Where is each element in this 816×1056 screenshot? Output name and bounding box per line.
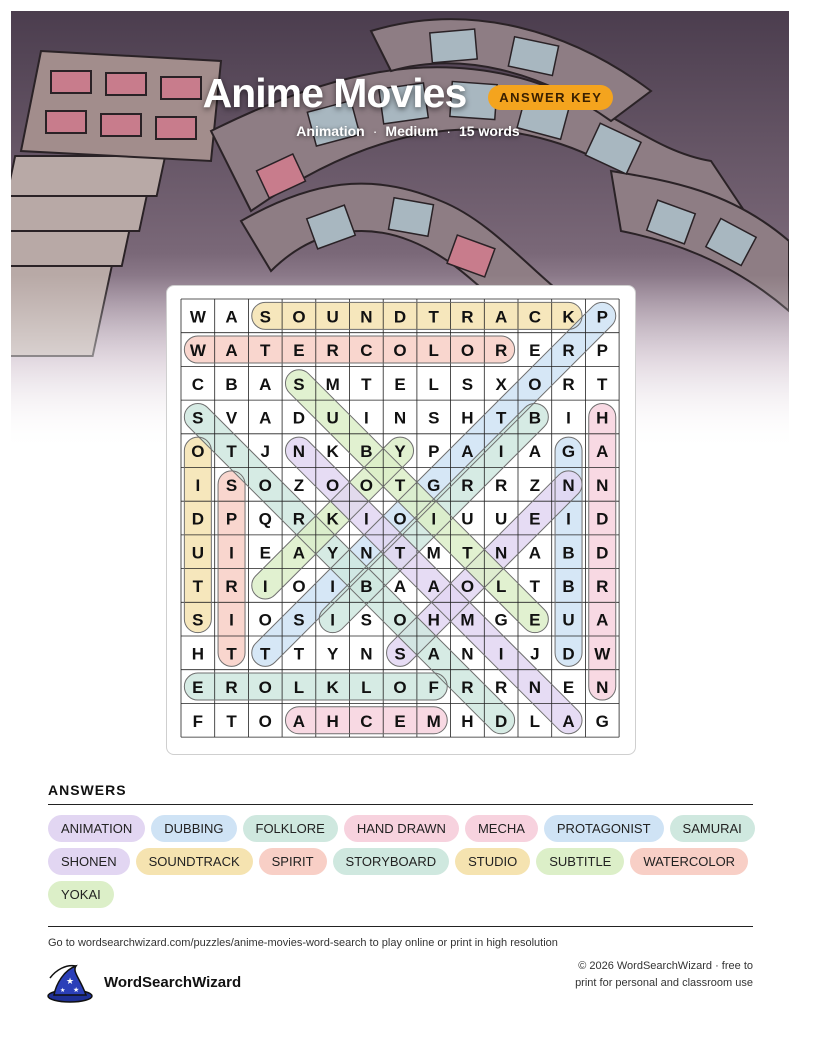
grid-letter: Y — [326, 644, 339, 664]
grid-letter: F — [192, 711, 204, 731]
grid-letter: R — [596, 576, 609, 596]
grid-letter: T — [361, 374, 372, 394]
grid-letter: T — [226, 442, 237, 462]
grid-letter: U — [191, 543, 204, 563]
grid-letter: L — [361, 678, 372, 698]
grid-letter: F — [428, 678, 439, 698]
grid-letter: D — [562, 644, 575, 664]
grid-letter: C — [360, 341, 373, 361]
grid-letter: O — [528, 374, 542, 394]
grid-letter: E — [529, 509, 541, 529]
footer-note: Go to wordsearchwizard.com/puzzles/anime-movies-word-search to play online or print in high resolution — [48, 937, 558, 949]
grid-letter: C — [528, 307, 541, 327]
grid-letter: K — [326, 678, 339, 698]
grid-letter: L — [428, 374, 439, 394]
grid-letter: J — [260, 442, 270, 462]
grid-letter: A — [495, 307, 508, 327]
grid-letter: U — [562, 610, 575, 630]
grid-letter: R — [562, 374, 575, 394]
grid-letter: T — [226, 711, 237, 731]
grid-letter: S — [360, 610, 373, 630]
grid-letter: R — [326, 341, 339, 361]
grid-letter: B — [528, 408, 541, 428]
grid-letter: N — [562, 475, 575, 495]
grid-letter: R — [562, 341, 575, 361]
grid-letter: H — [191, 644, 204, 664]
grid-letter: I — [330, 576, 336, 596]
grid-letter: M — [426, 711, 441, 731]
grid-letter: I — [330, 610, 336, 630]
grid-letter: Q — [258, 509, 272, 529]
grid-letter: Y — [326, 543, 339, 563]
grid-letter: O — [359, 475, 373, 495]
grid-letter: I — [566, 408, 571, 428]
grid-letter: K — [562, 307, 575, 327]
grid-letter: T — [394, 475, 406, 495]
word-search-grid — [181, 299, 620, 738]
grid-letter: Y — [394, 442, 406, 462]
grid-letter: I — [363, 408, 369, 428]
grid-letter: D — [596, 509, 609, 529]
grid-letter: A — [225, 307, 238, 327]
grid-letter: T — [462, 543, 473, 563]
grid-letter: Z — [293, 475, 305, 495]
grid-letter: O — [258, 711, 272, 731]
grid-letter: E — [293, 341, 305, 361]
grid-letter: D — [292, 408, 306, 428]
grid-letter: A — [427, 576, 440, 596]
grid-letter: N — [292, 442, 306, 462]
grid-letter: D — [596, 543, 609, 563]
grid-letter: O — [393, 678, 407, 698]
grid-letter: O — [393, 509, 407, 529]
grid-letter: D — [191, 509, 204, 529]
grid-letter: A — [427, 644, 440, 664]
grid-letter: E — [192, 678, 204, 698]
difficulty-label: Medium — [385, 123, 439, 139]
svg-text:★: ★ — [66, 977, 75, 987]
grid-letter: R — [495, 341, 508, 361]
grid-letter: T — [597, 374, 608, 394]
grid-letter: D — [495, 711, 508, 731]
svg-text:★: ★ — [73, 986, 80, 994]
grid-letter: N — [596, 678, 609, 698]
grid-letter: S — [192, 408, 204, 428]
grid-letter: T — [529, 576, 541, 596]
grid-letter: D — [393, 307, 407, 327]
grid-letter: B — [360, 442, 373, 462]
grid-letter: A — [528, 543, 541, 563]
grid-letter: S — [428, 408, 440, 428]
grid-letter: A — [562, 711, 575, 731]
brand-name: WordSearchWizard — [104, 974, 242, 991]
grid-letter: W — [594, 644, 611, 664]
grid-letter: T — [394, 543, 406, 563]
answers-heading: ANSWERS — [48, 782, 127, 798]
answer-pill: WATERCOLOR — [630, 848, 748, 875]
separator-dot: · — [446, 123, 451, 139]
grid-letter: E — [529, 341, 541, 361]
copyright-text: © 2026 WordSearchWizard · free to print for personal and classroom use — [575, 960, 753, 989]
grid-letter: P — [596, 341, 608, 361]
grid-letter: O — [258, 475, 272, 495]
grid-letter: U — [326, 408, 339, 428]
grid-letter: S — [394, 644, 406, 664]
wizard-hat-icon — [46, 962, 94, 1009]
grid-letter: W — [189, 341, 206, 361]
grid-letter: G — [494, 610, 508, 630]
answer-pill: SHONEN — [48, 848, 130, 875]
answer-pill: SOUNDTRACK — [136, 848, 253, 875]
title-row — [0, 70, 816, 117]
grid-letter: R — [461, 307, 474, 327]
grid-letter: T — [260, 341, 271, 361]
grid-letter: O — [191, 442, 205, 462]
grid-letter: T — [495, 408, 507, 428]
grid-letter: I — [566, 509, 571, 529]
grid-letter: O — [292, 576, 306, 596]
answer-pill: STORYBOARD — [333, 848, 450, 875]
separator-dot: · — [372, 123, 378, 139]
grid-letter: C — [360, 711, 373, 731]
grid-letter: O — [393, 341, 407, 361]
grid-letter: E — [394, 374, 406, 394]
grid-letter: K — [326, 509, 339, 529]
grid-letter: N — [360, 307, 373, 327]
answer-pill: ANIMATION — [48, 815, 145, 842]
grid-letter: S — [293, 610, 305, 630]
grid-letter: L — [428, 341, 439, 361]
grid-letter: B — [225, 374, 238, 394]
grid-letter: R — [225, 678, 238, 698]
grid-letter: H — [461, 711, 474, 731]
grid-letter: G — [595, 711, 609, 731]
grid-letter: M — [426, 543, 441, 563]
grid-letter: T — [226, 644, 237, 664]
grid-letter: P — [596, 307, 608, 327]
grid-letter: T — [293, 644, 305, 664]
grid-letter: H — [326, 711, 339, 731]
grid-letter: P — [225, 509, 238, 529]
grid-letter: I — [262, 576, 268, 596]
grid-letter: E — [394, 711, 406, 731]
grid-letter: K — [326, 442, 339, 462]
grid-letter: N — [596, 475, 609, 495]
grid-letter: U — [495, 509, 508, 529]
grid-letter: S — [461, 374, 474, 394]
grid-letter: A — [596, 610, 609, 630]
grid-letter: I — [498, 644, 504, 664]
grid-letter: A — [393, 576, 407, 596]
answers-divider — [48, 804, 753, 805]
answer-pill: STUDIO — [455, 848, 530, 875]
grid-letter: I — [195, 475, 201, 495]
grid-letter: N — [461, 644, 474, 664]
grid-letter: A — [259, 408, 272, 428]
grid-letter: O — [292, 307, 306, 327]
grid-letter: V — [225, 408, 238, 428]
grid-letter: B — [360, 576, 373, 596]
grid-letter: A — [292, 543, 306, 563]
answer-pill: MECHA — [465, 815, 538, 842]
grid-letter: A — [259, 374, 272, 394]
grid-letter: I — [363, 509, 369, 529]
grid-letter: S — [293, 374, 305, 394]
grid-letter: A — [225, 341, 238, 361]
page-title: Anime Movies — [202, 70, 467, 116]
answer-pill: SUBTITLE — [536, 848, 624, 875]
grid-letter: M — [460, 610, 475, 630]
grid-letter: R — [495, 678, 508, 698]
grid-letter: A — [292, 711, 306, 731]
grid-letter: A — [461, 442, 474, 462]
grid-letter: B — [562, 576, 575, 596]
grid-letter: H — [427, 610, 440, 630]
grid-letter: U — [461, 509, 474, 529]
grid-letter: L — [293, 678, 305, 698]
answer-pill: SPIRIT — [259, 848, 327, 875]
grid-letter: E — [529, 610, 541, 630]
grid-letter: Z — [529, 475, 541, 495]
svg-text:★: ★ — [60, 987, 66, 994]
grid-letter: R — [495, 475, 508, 495]
grid-letter: I — [498, 442, 504, 462]
grid-letter: M — [325, 374, 340, 394]
grid-letter: S — [259, 307, 271, 327]
grid-letter: N — [360, 644, 373, 664]
grid-letter: T — [428, 307, 439, 327]
grid-letter: A — [596, 442, 609, 462]
grid-letter: I — [229, 543, 234, 563]
grid-letter: E — [259, 543, 271, 563]
grid-letter: W — [189, 307, 206, 327]
grid-letter: O — [393, 610, 407, 630]
grid-letter: N — [393, 408, 407, 428]
grid-letter: P — [428, 442, 440, 462]
answer-key-badge: ANSWER KEY — [488, 85, 613, 110]
word-count-label: 15 words — [458, 123, 520, 139]
topic-label: Animation — [296, 123, 365, 139]
grid-letter: O — [326, 475, 340, 495]
answer-pill: PROTAGONIST — [544, 815, 664, 842]
grid-letter: A — [528, 442, 541, 462]
grid-letter: E — [562, 678, 575, 698]
grid-letter: S — [192, 610, 204, 630]
grid-letter: T — [192, 576, 204, 596]
puzzle-subtitle — [0, 123, 816, 139]
grid-letter: O — [258, 678, 272, 698]
grid-letter: N — [495, 543, 508, 563]
grid-letter: J — [530, 644, 540, 664]
grid-letter: G — [561, 442, 576, 462]
footer-divider — [48, 926, 753, 927]
grid-letter: L — [529, 711, 541, 731]
grid-letter: B — [562, 543, 575, 563]
grid-letter: O — [258, 610, 272, 630]
answer-pill: DUBBING — [151, 815, 236, 842]
grid-letter: O — [460, 341, 475, 361]
grid-letter: C — [191, 374, 204, 394]
grid-letter: R — [225, 576, 238, 596]
answer-pill: SAMURAI — [670, 815, 755, 842]
grid-letter: H — [596, 408, 609, 428]
grid-letter: G — [427, 475, 441, 495]
grid-letter: R — [461, 678, 474, 698]
answers-list — [48, 815, 768, 914]
grid-letter: I — [431, 509, 437, 529]
answer-pill: HAND DRAWN — [344, 815, 459, 842]
answer-pill: YOKAI — [48, 881, 114, 908]
grid-letter: L — [495, 576, 507, 596]
grid-letter: U — [326, 307, 339, 327]
grid-letter: R — [292, 509, 306, 529]
grid-letter: T — [260, 644, 271, 664]
answer-pill: FOLKLORE — [243, 815, 338, 842]
grid-letter: N — [528, 678, 541, 698]
grid-letter: I — [229, 610, 234, 630]
grid-letter: H — [461, 408, 474, 428]
grid-letter: N — [360, 543, 373, 563]
grid-letter: S — [225, 475, 238, 495]
grid-letter: R — [461, 475, 474, 495]
grid-letter: O — [460, 576, 475, 596]
grid-letter: X — [495, 374, 507, 394]
